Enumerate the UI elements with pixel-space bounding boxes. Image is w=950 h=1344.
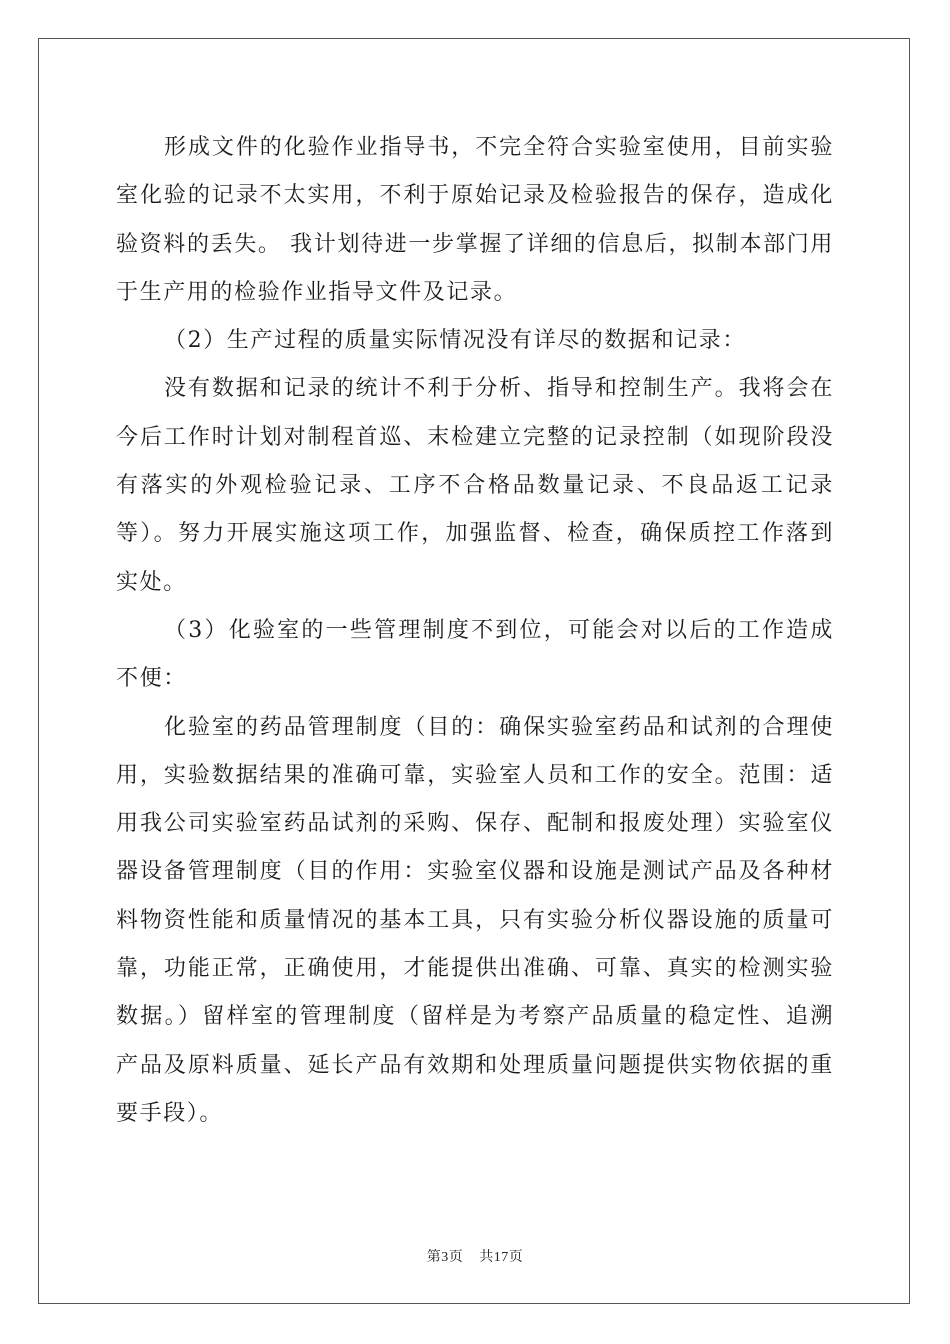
page-total: 共17页 <box>479 1250 524 1265</box>
document-body <box>116 124 834 1138</box>
heading-production-records: （2）生产过程的质量实际情况没有详尽的数据和记录： <box>164 328 746 354</box>
paragraph-lab-management: 化验室的药品管理制度（目的：确保实验室药品和试剂的合理使用，实验数据结果的准确可靠，实验室人员和工作的安全。范围：适用我公司实验室药品试剂的采购、保存、配制和报废处理）实验室仪器设备管理制度（目的作用：实验室仪器和设施是测试产品及各种材料物资性能和质量情况的基本工具，只有实验分析仪器设施的质量可靠，功能正常，正确使用，才能提供出准确、可靠、真实的检测实验数据。）留样室的管理制度（留样是为考察产品质量的稳定性、追溯产品及原料质量、延长产品有效期和处理质量问题提供实物依据的重要手段）。 <box>116 714 834 1126</box>
heading-lab-management: （3）化验室的一些管理制度不到位，可能会对以后的工作造成不便： <box>116 617 834 692</box>
page-number: 第3页 <box>426 1250 464 1265</box>
paragraph-production-records: 没有数据和记录的统计不利于分析、指导和控制生产。我将会在今后工作时计划对制程首巡、末检建立完整的记录控制（如现阶段没有落实的外观检验记录、工序不合格品数量记录、不良品返工记录等）。努力开展实施这项工作，加强监督、检查，确保质控工作落到实处。 <box>116 376 834 595</box>
page-footer <box>0 1246 950 1266</box>
paragraph-inspection-guide: 形成文件的化验作业指导书，不完全符合实验室使用，目前实验室化验的记录不太实用，不利于原始记录及检验报告的保存，造成化验资料的丢失。 我计划待进一步掌握了详细的信息后，拟制本部门用于生产用的检验作业指导文件及记录。 <box>116 135 834 305</box>
